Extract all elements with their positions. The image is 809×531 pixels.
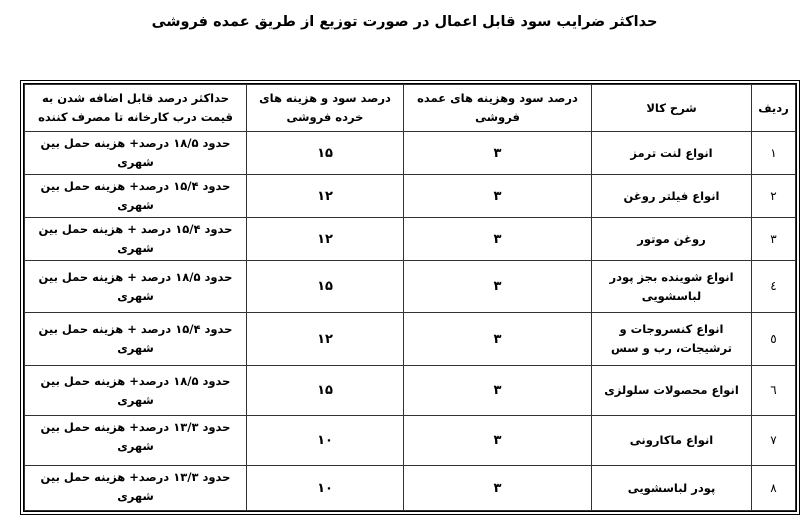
max-percent: حدود ۱۳/۳ درصد+ هزینه حمل بین شهری bbox=[25, 466, 247, 511]
retail-percent: ۱۵ bbox=[247, 132, 404, 175]
max-percent: حدود ۱۵/۴ درصد + هزینه حمل بین شهری bbox=[25, 218, 247, 261]
retail-percent: ۱۵ bbox=[247, 261, 404, 313]
max-percent: حدود ۱۸/۵ درصد+ هزینه حمل بین شهری bbox=[25, 366, 247, 416]
retail-percent: ۱۲ bbox=[247, 313, 404, 366]
row-index: ٦ bbox=[752, 366, 796, 416]
table-row bbox=[25, 366, 796, 416]
retail-percent: ۱۰ bbox=[247, 466, 404, 511]
item-description: انواع محصولات سلولزی bbox=[592, 366, 752, 416]
wholesale-percent: ۳ bbox=[404, 466, 592, 511]
header-index: ردیف bbox=[752, 85, 796, 132]
header-wholesale: درصد سود وهزینه های عمده فروشی bbox=[404, 85, 592, 132]
wholesale-percent: ۳ bbox=[404, 175, 592, 218]
item-description: انواع شوینده بجز پودر لباسشویی bbox=[592, 261, 752, 313]
wholesale-percent: ۳ bbox=[404, 218, 592, 261]
table-row bbox=[25, 261, 796, 313]
item-description: انواع فیلتر روغن bbox=[592, 175, 752, 218]
max-percent: حدود ۱۸/۵ درصد + هزینه حمل بین شهری bbox=[25, 261, 247, 313]
wholesale-percent: ۳ bbox=[404, 261, 592, 313]
wholesale-percent: ۳ bbox=[404, 416, 592, 466]
max-percent: حدود ۱۵/۴ درصد+ هزینه حمل بین شهری bbox=[25, 175, 247, 218]
profit-table bbox=[20, 80, 800, 515]
item-description: انواع لنت ترمز bbox=[592, 132, 752, 175]
retail-percent: ۱۲ bbox=[247, 218, 404, 261]
table-row bbox=[25, 313, 796, 366]
retail-percent: ۱۰ bbox=[247, 416, 404, 466]
item-description: انواع ماکارونی bbox=[592, 416, 752, 466]
table-row bbox=[25, 218, 796, 261]
item-description: روغن موتور bbox=[592, 218, 752, 261]
row-index: ٤ bbox=[752, 261, 796, 313]
table-row bbox=[25, 416, 796, 466]
item-description: انواع کنسروجات و ترشیجات، رب و سس bbox=[592, 313, 752, 366]
row-index: ۳ bbox=[752, 218, 796, 261]
table-row bbox=[25, 132, 796, 175]
item-description: پودر لباسشویی bbox=[592, 466, 752, 511]
wholesale-percent: ۳ bbox=[404, 366, 592, 416]
retail-percent: ۱۵ bbox=[247, 366, 404, 416]
table-row bbox=[25, 466, 796, 511]
row-index: ۷ bbox=[752, 416, 796, 466]
max-percent: حدود ۱۳/۳ درصد+ هزینه حمل بین شهری bbox=[25, 416, 247, 466]
row-index: ۸ bbox=[752, 466, 796, 511]
table-header-row bbox=[25, 85, 796, 132]
wholesale-percent: ۳ bbox=[404, 132, 592, 175]
max-percent: حدود ۱۸/۵ درصد+ هزینه حمل بین شهری bbox=[25, 132, 247, 175]
row-index: ۲ bbox=[752, 175, 796, 218]
header-retail: درصد سود و هزینه های خرده فروشی bbox=[247, 85, 404, 132]
table-row bbox=[25, 175, 796, 218]
max-percent: حدود ۱۵/۴ درصد + هزینه حمل بین شهری bbox=[25, 313, 247, 366]
row-index: ۱ bbox=[752, 132, 796, 175]
header-item: شرح کالا bbox=[592, 85, 752, 132]
retail-percent: ۱۲ bbox=[247, 175, 404, 218]
document-title: حداکثر ضرایب سود قابل اعمال در صورت توزیع از طریق عمده فروشی bbox=[151, 14, 658, 30]
row-index: ٥ bbox=[752, 313, 796, 366]
wholesale-percent: ۳ bbox=[404, 313, 592, 366]
header-max: حداکثر درصد قابل اضافه شدن به قیمت درب کارخانه تا مصرف کننده bbox=[25, 85, 247, 132]
